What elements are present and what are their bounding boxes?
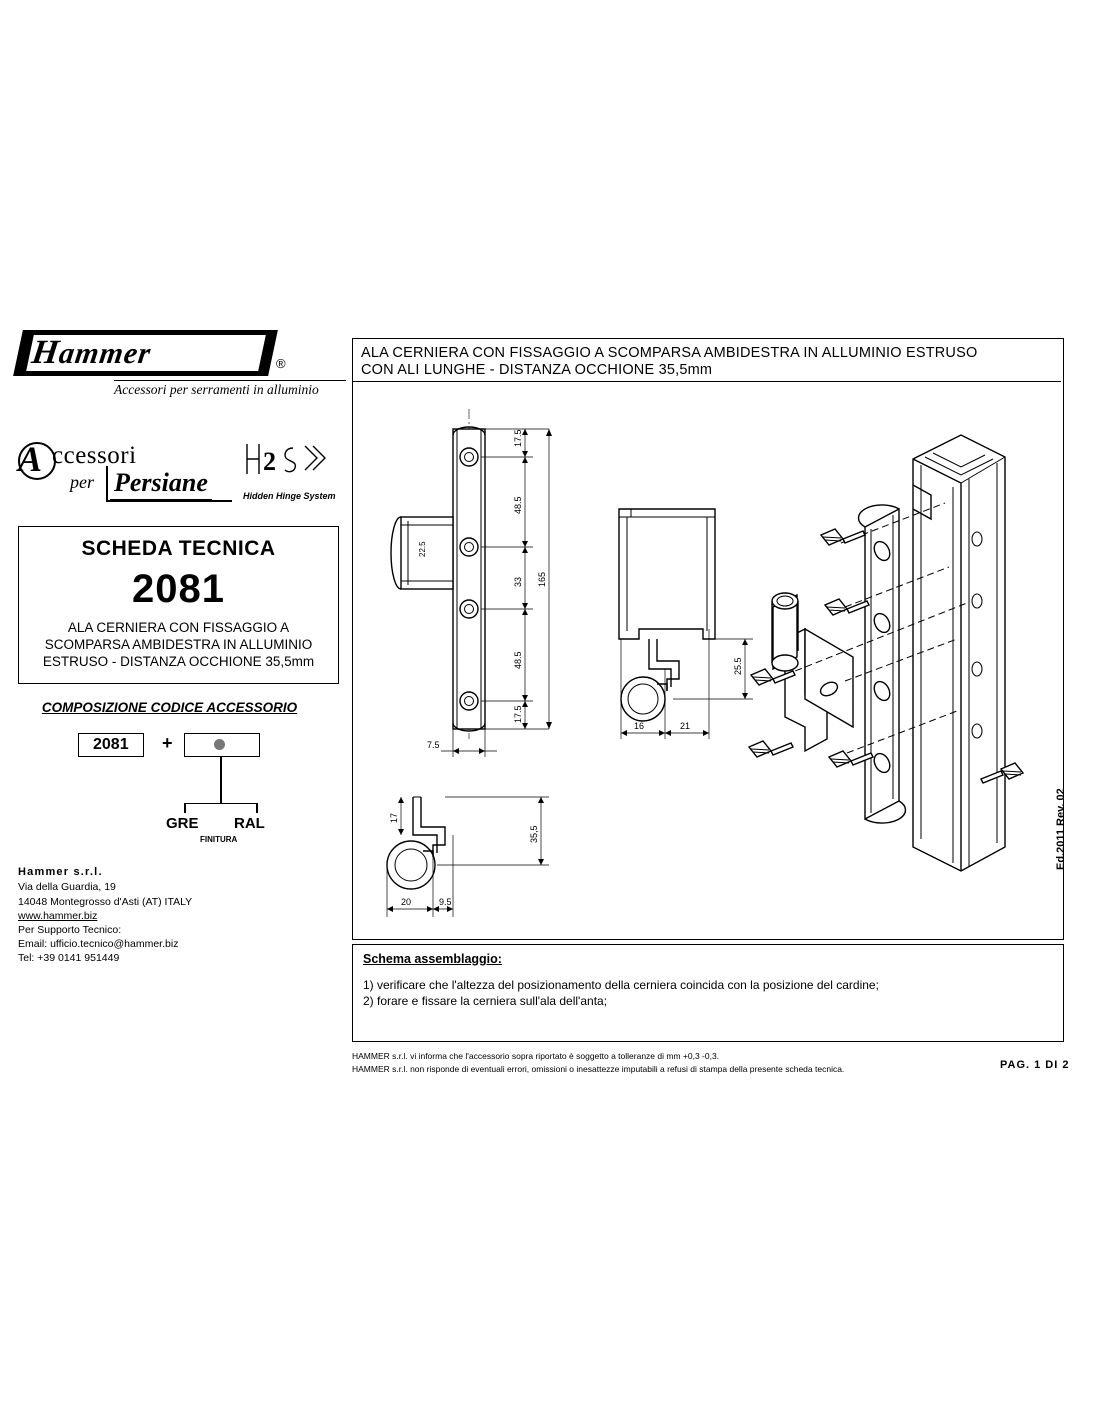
composition-bracket-left-tick	[184, 803, 186, 813]
hammer-logo	[18, 330, 343, 420]
footer-disclaimer	[352, 1050, 992, 1076]
company-address-2: 14048 Montegrosso d'Asti (AT) ITALY	[18, 895, 193, 908]
composition-connector	[220, 757, 222, 803]
accessori-per: per	[70, 472, 94, 492]
logo-mark	[18, 330, 273, 376]
technical-drawing-frame	[352, 338, 1064, 940]
logo-divider	[114, 380, 346, 381]
svg-text:22.5: 22.5	[418, 541, 427, 557]
company-address-1: Via della Guardia, 19	[18, 881, 116, 894]
composition-ral-label: RAL	[234, 814, 265, 832]
datasheet-title: SCHEDA TECNICA	[81, 537, 276, 560]
company-website[interactable]: www.hammer.biz	[18, 909, 98, 922]
assembly-schema-steps	[363, 977, 879, 1009]
page-number: PAG. 1 DI 2	[1000, 1059, 1070, 1071]
accessori-letter-a: A	[18, 439, 43, 479]
registered-mark: ®	[276, 356, 286, 371]
dim-front-33: 33	[513, 576, 523, 587]
datasheet-box	[18, 526, 339, 684]
composition-gre-label: GRE	[166, 814, 199, 832]
logo-wordmark	[29, 334, 274, 372]
dim-front-485-a: 48.5	[513, 496, 523, 514]
drawing-header-line-1: ALA CERNIERA CON FISSAGGIO A SCOMPARSA AMBIDESTRA IN ALLUMINIO ESTRUSO	[361, 345, 978, 361]
h2s-glyph-icon	[243, 440, 343, 484]
technical-drawing	[353, 339, 1061, 937]
svg-text:2: 2	[263, 447, 276, 476]
company-email[interactable]: Email: ufficio.tecnico@hammer.biz	[18, 938, 179, 951]
dim-front-top: 17.5	[513, 429, 523, 447]
left-column	[18, 330, 343, 966]
accessori-word: ccessori	[52, 442, 137, 469]
accessori-persiane-logo	[18, 438, 343, 518]
composition-bracket	[184, 803, 258, 805]
composition-color-dot	[214, 739, 225, 750]
revision-label: Ed.2011 Rev. 02	[1055, 788, 1067, 870]
screw-icon	[749, 741, 793, 757]
dim-front-total: 165	[537, 571, 547, 587]
dim-front-485-b: 48.5	[513, 651, 523, 669]
datasheet-code: 2081	[132, 567, 225, 611]
dim-detail-95: 9.5	[439, 897, 452, 907]
assembly-step-1: 1) verificare che l'altezza del posizionamento della cerniera coincida con la posizione del cardine;	[363, 978, 879, 992]
detail-view	[387, 797, 549, 917]
company-name: Hammer s.r.l.	[18, 865, 103, 878]
screw-icon	[825, 599, 869, 615]
datasheet-description: ALA CERNIERA CON FISSAGGIO A SCOMPARSA AMBIDESTRA IN ALLUMINIO ESTRUSO - DISTANZA OCCHIONE 35,5mm	[42, 620, 315, 669]
dim-detail-17: 17	[389, 812, 399, 823]
assembly-schema-box	[352, 944, 1064, 1042]
composition-finitura-label: FINITURA	[200, 834, 238, 844]
composition-plus: +	[162, 732, 173, 753]
dim-side-21: 21	[680, 721, 691, 731]
dim-front-width-75: 7.5	[427, 740, 440, 750]
assembly-schema-title: Schema assemblaggio:	[363, 952, 502, 966]
dim-detail-355: 35,5	[529, 825, 539, 843]
composition-diagram	[18, 725, 321, 855]
assembly-step-2: 2) forare e fissare la cerniera sull'ala dell'anta;	[363, 994, 608, 1009]
isometric-assembly-view	[749, 435, 1023, 871]
logo-tagline: Accessori per serramenti in alluminio	[114, 382, 319, 397]
disclaimer-line-1: HAMMER s.r.l. vi informa che l'accessorio sopra riportato è soggetto a tolleranze di mm +0,3 -0,3.	[352, 1051, 720, 1061]
disclaimer-line-2: HAMMER s.r.l. non risponde di eventuali errori, omissioni o inesattezze imputabili a refusi di stampa della presente scheda tecnica.	[352, 1063, 845, 1074]
side-section-view	[619, 509, 753, 739]
dim-detail-20: 20	[401, 897, 412, 907]
dim-front-bottom: 17.5	[513, 705, 523, 723]
composition-bracket-right-tick	[256, 803, 258, 813]
company-phone: Tel: +39 0141 951449	[18, 952, 120, 965]
company-support-label: Per Supporto Tecnico:	[18, 923, 122, 936]
h2s-logo	[243, 440, 343, 501]
drawing-header-line-2: CON ALI LUNGHE - DISTANZA OCCHIONE 35,5mm	[361, 362, 713, 379]
persiane-word: Persiane	[110, 468, 212, 502]
logo-wordmark-rest: ammer	[57, 337, 154, 370]
front-view	[391, 409, 552, 757]
composition-title: COMPOSIZIONE CODICE ACCESSORIO	[41, 699, 298, 715]
screw-icon	[981, 763, 1023, 783]
dim-side-16: 16	[634, 721, 645, 731]
dim-side-255: 25.5	[733, 657, 743, 675]
h2s-subtitle: Hidden Hinge System	[243, 491, 336, 501]
company-info	[18, 865, 321, 966]
composition-code: 2081	[78, 733, 144, 757]
logo-wordmark-h: H	[29, 334, 63, 371]
